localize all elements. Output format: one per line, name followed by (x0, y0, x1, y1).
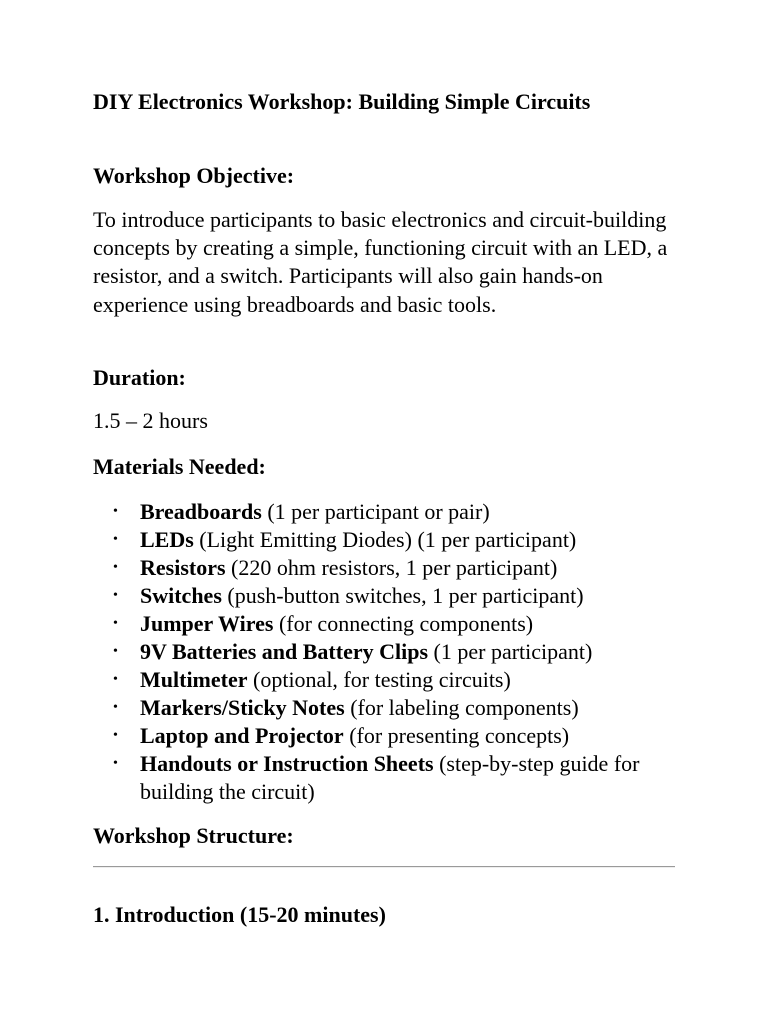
list-item (93, 554, 683, 582)
bullet-icon: • (113, 532, 118, 547)
materials-list (93, 498, 683, 806)
bullet-icon: • (113, 728, 118, 743)
section-introduction-heading: 1. Introduction (15-20 minutes) (93, 902, 386, 927)
document-title: DIY Electronics Workshop: Building Simple Circuits (93, 89, 591, 114)
material-name: Laptop and Projector (140, 723, 344, 748)
structure-heading: Workshop Structure: (93, 823, 294, 848)
horizontal-divider (93, 866, 675, 868)
duration-text: 1.5 – 2 hours (93, 408, 208, 433)
material-detail: (for connecting components) (273, 611, 534, 636)
material-name: Resistors (140, 555, 226, 580)
list-item (93, 638, 683, 666)
material-detail: (optional, for testing circuits) (247, 667, 511, 692)
objective-heading: Workshop Objective: (93, 163, 295, 188)
bullet-icon: • (113, 504, 118, 519)
material-detail: (220 ohm resistors, 1 per participant) (225, 555, 558, 580)
list-item (93, 498, 683, 526)
material-detail: (Light Emitting Diodes) (1 per participant) (193, 527, 577, 552)
material-name: 9V Batteries and Battery Clips (140, 639, 429, 664)
material-detail: (for labeling components) (344, 695, 579, 720)
list-item (93, 694, 683, 722)
material-detail: (push-button switches, 1 per participant) (221, 583, 584, 608)
list-item (93, 666, 683, 694)
material-name: Breadboards (140, 499, 262, 524)
bullet-icon: • (113, 756, 118, 771)
material-name: Switches (140, 583, 222, 608)
material-name: Handouts or Instruction Sheets (140, 751, 434, 776)
list-item (93, 582, 683, 610)
material-name: LEDs (140, 527, 194, 552)
material-name: Multimeter (140, 667, 248, 692)
bullet-icon: • (113, 700, 118, 715)
list-item (93, 526, 683, 554)
material-detail: (1 per participant) (428, 639, 593, 664)
bullet-icon: • (113, 672, 118, 687)
materials-heading: Materials Needed: (93, 454, 266, 479)
bullet-icon: • (113, 588, 118, 603)
duration-heading: Duration: (93, 365, 186, 390)
material-detail: (for presenting concepts) (343, 723, 570, 748)
material-name: Markers/Sticky Notes (140, 695, 345, 720)
list-item (93, 722, 683, 750)
material-name: Jumper Wires (140, 611, 274, 636)
list-item (93, 750, 683, 806)
bullet-icon: • (113, 560, 118, 575)
material-detail: (1 per participant or pair) (261, 499, 490, 524)
bullet-icon: • (113, 616, 118, 631)
list-item (93, 610, 683, 638)
objective-paragraph: To introduce participants to basic electronics and circuit-building concepts by creating a simple, functioning circuit with an LED, a resistor, and a switch. Participants will also gain hands-on experience using breadboards and basic tools. (93, 207, 668, 317)
material-detail: (step-by-step guide for building the circuit) (140, 751, 640, 804)
bullet-icon: • (113, 644, 118, 659)
